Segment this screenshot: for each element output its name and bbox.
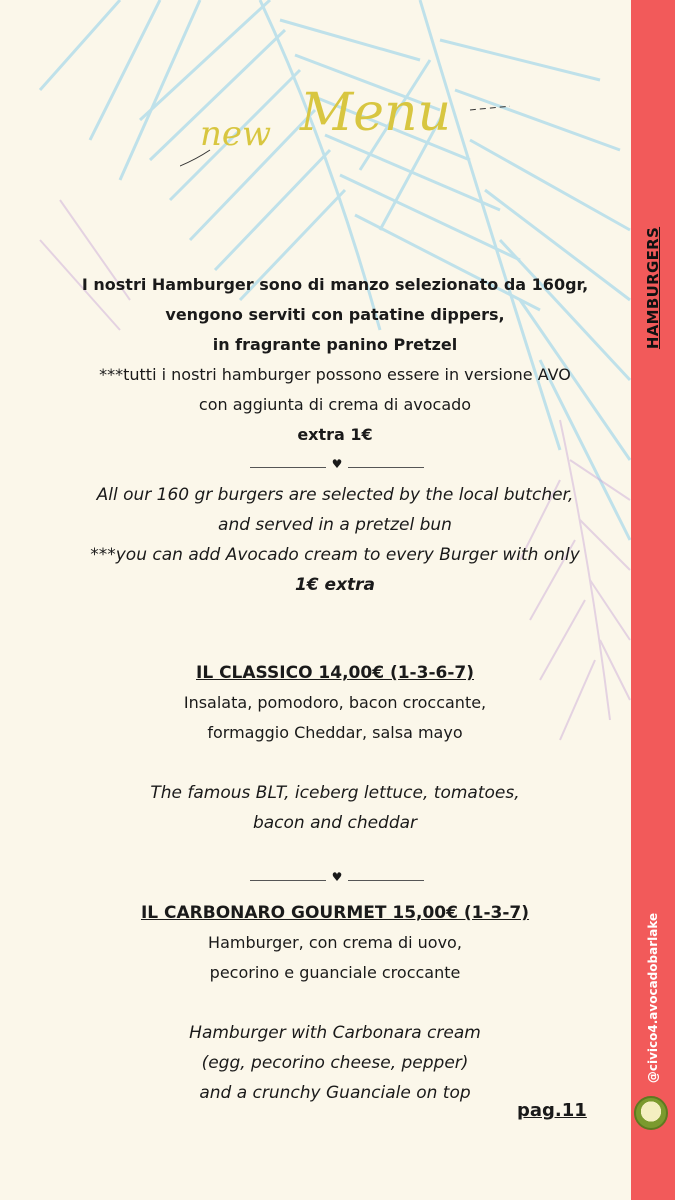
intro-it-line-5: con aggiunta di crema di avocado (198, 395, 472, 414)
intro-english (40, 480, 630, 600)
divider (250, 870, 424, 887)
dish-desc-it: formaggio Cheddar, salsa mayo (207, 723, 463, 742)
dish-il-carbonaro-gourmet (40, 898, 630, 1108)
dish-desc-en: The famous BLT, iceberg lettuce, tomatoes, (150, 783, 520, 803)
menu-title-menu: Menu (300, 83, 451, 143)
intro-italian (40, 270, 630, 450)
intro-it-extra: extra 1€ (297, 425, 373, 444)
intro-en-line-3: ***you can add Avocado cream to every Burger with only (90, 545, 580, 565)
heart-icon: ♥ (331, 457, 343, 471)
dish-title: IL CLASSICO 14,00€ (1-3-6-7) (196, 663, 474, 683)
page-number: pag.11 (517, 1100, 587, 1121)
dish-desc-en: (egg, pecorino cheese, pepper) (201, 1053, 469, 1073)
section-title: HAMBURGERS (644, 226, 662, 349)
intro-en-line-1: All our 160 gr burgers are selected by the local butcher, (96, 485, 574, 505)
intro-en-line-2: and served in a pretzel bun (218, 515, 452, 535)
menu-title-new: new (200, 114, 272, 154)
dish-desc-en: Hamburger with Carbonara cream (189, 1023, 481, 1043)
section-tab-hamburgers[interactable] (631, 215, 675, 360)
intro-it-line-1: I nostri Hamburger sono di manzo selezionato da 160gr, (81, 275, 589, 294)
brand-logo (634, 1096, 668, 1130)
dish-desc-en: bacon and cheddar (252, 813, 418, 833)
instagram-handle-text: @civico4.avocadobarlake (646, 912, 660, 1083)
divider (250, 457, 424, 474)
intro-en-extra: 1€ extra (294, 575, 376, 595)
intro-it-line-4: ***tutti i nostri hamburger possono essere in versione AVO (99, 365, 571, 384)
dish-title: IL CARBONARO GOURMET 15,00€ (1-3-7) (140, 903, 530, 923)
dish-desc-en: and a crunchy Guanciale on top (199, 1083, 471, 1103)
dish-desc-it: Insalata, pomodoro, bacon croccante, (183, 693, 487, 712)
intro-it-line-2: vengono serviti con patatine dippers, (165, 305, 505, 324)
heart-icon: ♥ (331, 870, 343, 884)
dish-desc-it: Hamburger, con crema di uovo, (208, 933, 462, 952)
intro-it-line-3: in fragrante panino Pretzel (212, 335, 458, 354)
menu-title-script (180, 70, 510, 180)
instagram-handle[interactable] (631, 905, 675, 1090)
dish-desc-it: pecorino e guanciale croccante (209, 963, 461, 982)
dish-il-classico (40, 658, 630, 838)
